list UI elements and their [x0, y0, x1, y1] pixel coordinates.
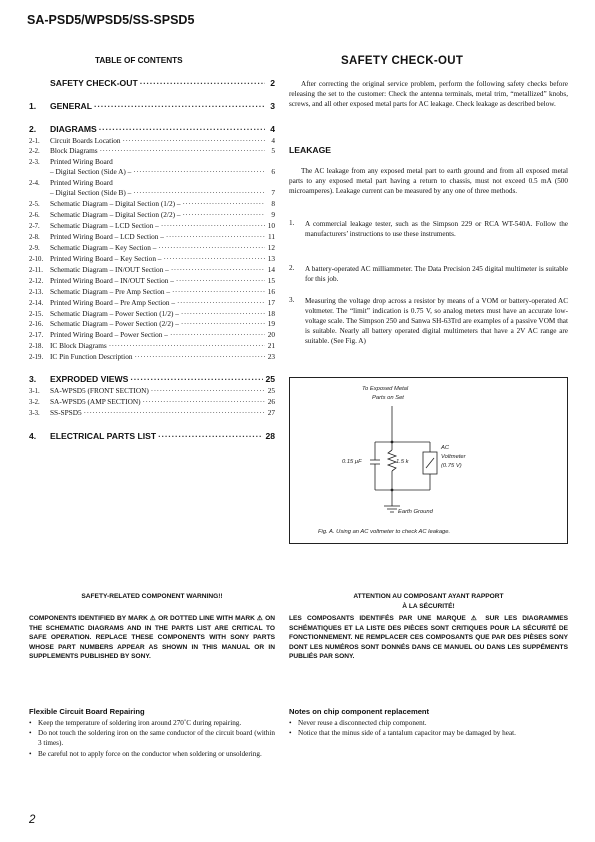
toc-entry-label: SAFETY CHECK-OUT — [50, 78, 138, 88]
toc-dot-leader — [123, 136, 265, 145]
toc-entry-page: 16 — [267, 287, 275, 296]
toc-entry-page: 19 — [267, 319, 275, 328]
toc-dot-leader — [183, 199, 266, 208]
toc-entry[interactable] — [29, 243, 275, 254]
toc-entry-number: 3-3. — [29, 410, 40, 417]
toc-entry-number: 3-2. — [29, 399, 40, 406]
leakage-method-number: 1. — [289, 219, 295, 227]
toc-entry-number: 2-9. — [29, 245, 40, 252]
toc-entry-page: 9 — [271, 210, 275, 219]
toc-entry-label: – Digital Section (Side B) – — [50, 188, 132, 197]
toc-entry[interactable] — [29, 374, 275, 385]
toc-dot-leader — [99, 124, 265, 134]
toc-entry-label: Printed Wiring Board – Power Section – — [50, 330, 168, 339]
toc-entry-number: 3. — [29, 374, 37, 384]
toc-entry[interactable] — [29, 146, 275, 157]
chip-replacement-list — [289, 718, 529, 738]
toc-dot-leader — [135, 352, 266, 361]
toc-entry-label: Printed Wiring Board – IN/OUT Section – — [50, 276, 174, 285]
toc-entry-label: SA-WPSD5 (FRONT SECTION) — [50, 386, 149, 395]
toc-entry[interactable] — [29, 341, 275, 352]
toc-entry-number: 2. — [29, 124, 37, 134]
toc-entry-label: Schematic Diagram – LCD Section – — [50, 221, 159, 230]
toc-entry-label: Schematic Diagram – Digital Section (2/2) – — [50, 210, 181, 219]
toc-entry-label: Schematic Diagram – Digital Section (1/2) – — [50, 199, 181, 208]
list-item: • Keep the temperature of soldering iron around 270˚C during repairing. — [29, 718, 275, 728]
toc-entry-page: 6 — [271, 167, 275, 176]
toc-entry-label: Schematic Diagram – Key Section – — [50, 243, 157, 252]
toc-dot-leader — [109, 341, 265, 350]
toc-entry[interactable] — [29, 232, 275, 243]
toc-entry[interactable] — [29, 352, 275, 363]
leakage-method-number: 3. — [289, 296, 295, 304]
figure-label-capacitor: 0.15 μF — [342, 459, 362, 465]
safety-warning-body-en: COMPONENTS IDENTIFIED BY MARK ⚠ OR DOTTED LINE WITH MARK ⚠ ON THE SCHEMATIC DIAGRAMS AND IN THE PARTS LIST ARE CRITICAL TO SAFE OPERATION. REPLACE THESE COMPONENTS WITH SONY PARTS WHOSE PART NUMBERS APPEAR AS SHOWN IN THIS MANUAL OR IN SUPPLEMENTS PUBLISHED BY SONY. — [29, 615, 275, 660]
toc-dot-leader — [84, 408, 265, 417]
toc-dot-leader — [94, 101, 265, 111]
figure-label-meter-voltmeter: Voltmeter — [441, 454, 466, 460]
toc-entry-page: 26 — [267, 397, 275, 406]
toc-entry-page: 5 — [271, 146, 275, 155]
toc-entry-number: 2-18. — [29, 343, 44, 350]
toc-entry-number: 2-5. — [29, 201, 40, 208]
toc-entry-number: 2-14. — [29, 300, 44, 307]
toc-entry-label: Schematic Diagram – Power Section (1/2) – — [50, 309, 179, 318]
toc-dot-leader — [140, 78, 265, 88]
toc-entry-number: 2-1. — [29, 138, 40, 145]
leakage-method-text: Measuring the voltage drop across a resistor by means of a VOM or battery-operated AC voltmeter. The “limit” indication is 0.75 V, so analog meters must have an accurate low-voltage scale. The Simpson 250 and Sanwa SH-63Trd are examples of a passive VOM that is suitable. Nearly all battery operated digital multimeters that have a 2V AC range are suitable. (See Fig. A) — [305, 297, 568, 346]
figure-a-box — [289, 377, 568, 544]
toc-entry[interactable] — [29, 221, 275, 232]
toc-entry-page: 27 — [267, 408, 275, 417]
toc-entry-label: Printed Wiring Board — [50, 178, 113, 187]
toc-dot-leader — [100, 146, 265, 155]
toc-entry-number: 3-1. — [29, 388, 40, 395]
toc-dot-leader — [161, 221, 265, 230]
toc-entry[interactable] — [29, 319, 275, 330]
toc-dot-leader — [171, 265, 265, 274]
toc-entry-page: 2 — [270, 78, 275, 88]
toc-dot-leader — [151, 386, 265, 395]
toc-entry-label: Printed Wiring Board — [50, 157, 113, 166]
toc-entry-page: 28 — [265, 431, 275, 441]
list-item: • Be careful not to apply force on the conductor when soldering or unsoldering. — [29, 749, 275, 759]
toc-entry[interactable] — [29, 408, 275, 419]
figure-caption: Fig. A. Using an AC voltmeter to check AC leakage. — [318, 529, 451, 535]
toc-entry-label: IC Pin Function Description — [50, 352, 133, 361]
leakage-method-text: A battery-operated AC milliammeter. The Data Precision 245 digital multimeter is suitable for this job. — [305, 265, 568, 284]
toc-entry-page: 10 — [267, 221, 275, 230]
toc-entry-page: 25 — [267, 386, 275, 395]
toc-entry-number: 1. — [29, 101, 37, 111]
figure-label-meter-range: (0.75 V) — [441, 463, 462, 469]
toc-dot-leader — [166, 232, 265, 241]
toc-entry-number: 2-8. — [29, 234, 40, 241]
figure-label-earth-ground: Earth Ground — [398, 509, 433, 515]
toc-dot-leader — [176, 276, 265, 285]
toc-dot-leader — [133, 188, 265, 197]
toc-entry-number: 4. — [29, 431, 37, 441]
toc-dot-leader — [133, 167, 265, 176]
figure-label-parts-on-set: Parts on Set — [372, 395, 404, 401]
toc-entry-page: 4 — [271, 136, 275, 145]
toc-entry-number: 2-16. — [29, 321, 44, 328]
toc-entry-number: 2-15. — [29, 311, 44, 318]
toc-entry-number: 2-11. — [29, 267, 43, 274]
toc-dot-leader — [177, 298, 265, 307]
leakage-intro-paragraph: The AC leakage from any exposed metal part to earth ground and from all exposed metal parts to any exposed metal part having a return to chassis, must not exceed 0.5 mA (500 microamperes). Leakage current can be measured by any one of three methods. — [289, 167, 568, 196]
resistor-symbol — [388, 450, 396, 471]
toc-entry[interactable] — [29, 330, 275, 341]
leakage-method-number: 2. — [289, 264, 295, 272]
list-item: • Never reuse a disconnected chip component. — [289, 718, 529, 728]
toc-dot-leader — [181, 319, 265, 328]
toc-entry[interactable] — [29, 431, 275, 442]
toc-entry-page: 4 — [270, 124, 275, 134]
toc-entry-number: 2-17. — [29, 332, 44, 339]
toc-entry-label: SS-SPSD5 — [50, 408, 82, 417]
toc-dot-leader — [181, 309, 265, 318]
toc-entry-label: EXPRODED VIEWS — [50, 374, 129, 384]
toc-entry-page: 3 — [270, 101, 275, 111]
toc-dot-leader — [130, 374, 263, 384]
toc-entry-number: 2-4. — [29, 180, 40, 187]
toc-entry-label: Block Diagrams — [50, 146, 98, 155]
chip-replacement-title: Notes on chip component replacement — [289, 707, 430, 716]
flexible-board-repair-title: Flexible Circuit Board Repairing — [29, 707, 145, 716]
toc-entry-page: 14 — [267, 265, 275, 274]
toc-entry-page: 11 — [267, 232, 275, 241]
toc-entry-number: 2-7. — [29, 223, 40, 230]
toc-entry-number: 2-19. — [29, 354, 44, 361]
toc-dot-leader — [172, 287, 265, 296]
safety-intro-paragraph: After correcting the original service problem, perform the following safety checks before releasing the set to the customer: Check the antenna terminals, metal trim, “metallized” knobs, screws, and all other exposed metal parts for AC leakage. Check leakage as described below. — [289, 80, 568, 109]
toc-dot-leader — [158, 431, 263, 441]
toc-entry-label: Circuit Boards Location — [50, 136, 121, 145]
toc-entry[interactable] — [29, 188, 275, 199]
toc-dot-leader — [170, 330, 265, 339]
safety-checkout-title: SAFETY CHECK-OUT — [341, 55, 464, 67]
toc-entry-number: 2-6. — [29, 212, 40, 219]
page-number: 2 — [29, 814, 36, 826]
list-item: • Notice that the minus side of a tantalum capacitor may be damaged by heat. — [289, 728, 529, 738]
toc-entry-label: Printed Wiring Board – LCD Section – — [50, 232, 164, 241]
figure-label-resistor: 1.5 k — [396, 459, 409, 465]
toc-entry[interactable] — [29, 265, 275, 276]
toc-entry-label: Printed Wiring Board – Pre Amp Section – — [50, 298, 176, 307]
toc-dot-leader — [163, 254, 265, 263]
leakage-heading: LEAKAGE — [289, 145, 332, 155]
toc-entry-label: – Digital Section (Side A) – — [50, 167, 132, 176]
toc-entry-page: 25 — [265, 374, 275, 384]
toc-entry-page: 15 — [267, 276, 275, 285]
toc-entry-label: GENERAL — [50, 101, 93, 111]
toc-entry-label: Schematic Diagram – Power Section (2/2) – — [50, 319, 179, 328]
toc-entry-number: 2-2. — [29, 148, 40, 155]
toc-entry-page: 7 — [271, 188, 275, 197]
toc-entry[interactable] — [29, 276, 275, 287]
toc-entry-page: 23 — [267, 352, 275, 361]
toc-entry[interactable] — [29, 199, 275, 210]
toc-entry-page: 21 — [267, 341, 275, 350]
toc-entry-label: Schematic Diagram – IN/OUT Section – — [50, 265, 169, 274]
toc-entry[interactable] — [29, 124, 275, 135]
leakage-method-text: A commercial leakage tester, such as the Simpson 229 or RCA WT-540A. Follow the manufacturers’ instructions to use these instruments. — [305, 220, 568, 239]
toc-entry-page: 13 — [267, 254, 275, 263]
toc-entry-label: ELECTRICAL PARTS LIST — [50, 431, 157, 441]
document-header-title: SA-PSD5/WPSD5/SS-SPSD5 — [27, 13, 195, 27]
figure-label-meter-ac: AC — [441, 445, 450, 451]
toc-entry-number: 2-3. — [29, 159, 40, 166]
toc-entry[interactable] — [29, 386, 275, 397]
toc-entry-label: Printed Wiring Board – Key Section – — [50, 254, 162, 263]
safety-warning-title-fr-line1: ATTENTION AU COMPOSANT AYANT RAPPORT — [353, 593, 504, 600]
toc-entry[interactable] — [29, 78, 275, 89]
toc-entry-page: 17 — [267, 298, 275, 307]
toc-entry-page: 20 — [267, 330, 275, 339]
toc-entry-label: Schematic Diagram – Pre Amp Section – — [50, 287, 170, 296]
toc-entry-label: SA-WPSD5 (AMP SECTION) — [50, 397, 141, 406]
toc-entry-page: 18 — [267, 309, 275, 318]
toc-entry-page: 8 — [271, 199, 275, 208]
toc-entry-number: 2-13. — [29, 289, 44, 296]
safety-warning-title-fr-line2: À LA SÉCURITÉ! — [402, 603, 455, 610]
toc-dot-leader — [143, 397, 265, 406]
figure-label-exposed-metal: To Exposed Metal — [362, 386, 409, 392]
toc-entry[interactable] — [29, 101, 275, 112]
toc-heading: TABLE OF CONTENTS — [95, 56, 183, 65]
safety-warning-title-en: SAFETY-RELATED COMPONENT WARNING!! — [81, 593, 223, 600]
toc-entry[interactable] — [29, 210, 275, 221]
toc-entry-label: IC Block Diagrams — [50, 341, 107, 350]
toc-entry[interactable] — [29, 287, 275, 298]
toc-entry-number: 2-12. — [29, 278, 44, 285]
toc-entry[interactable] — [29, 167, 275, 178]
toc-entry[interactable] — [29, 254, 275, 265]
safety-warning-body-fr: LES COMPOSANTS IDENTIFÉS PAR UNE MARQUE ⚠ SUR LES DIAGRAMMES SCHÉMATIQUES ET LA LISTE DES PIÈCES SONT CRITIQUES POUR LA SÉCURITÉ DE FONCTIONNEMENT. NE REMPLACER CES COMPOSANTS QUE PAR DES PIÈSES SONY DONT LES NUMÉROS SONT DONNÉS DANS CE MANUEL OU DANS LES SUPPÉMENTS PUBLIÉS PAR SONY. — [289, 615, 568, 660]
toc-entry[interactable] — [29, 397, 275, 408]
toc-entry-number: 2-10. — [29, 256, 44, 263]
list-item: • Do not touch the soldering iron on the same conductor of the circuit board (within 3 times). — [29, 728, 275, 748]
toc-entry[interactable] — [29, 298, 275, 309]
toc-dot-leader — [183, 210, 266, 219]
leakage-test-circuit-diagram — [290, 378, 569, 545]
toc-dot-leader — [158, 243, 265, 252]
toc-entry-page: 12 — [267, 243, 275, 252]
flexible-board-repair-list — [29, 718, 275, 759]
toc-entry-label: DIAGRAMS — [50, 124, 97, 134]
